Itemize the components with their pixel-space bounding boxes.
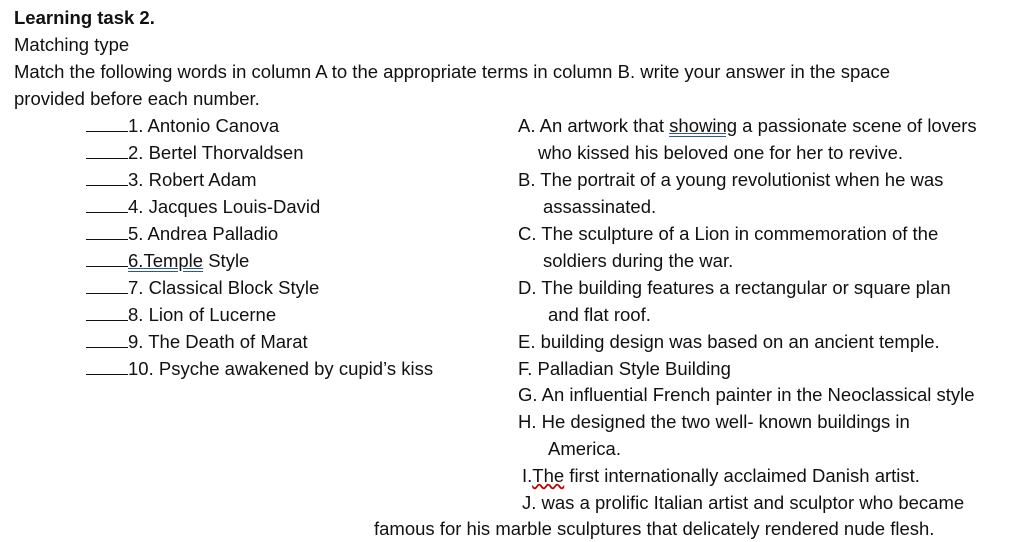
column-b-item-c-line-1: C. The sculpture of a Lion in commemoration of the bbox=[518, 223, 939, 244]
column-a-item-8 bbox=[86, 301, 276, 328]
item-text: Jacques Louis-David bbox=[143, 196, 321, 217]
task-subtitle: Matching type bbox=[14, 34, 130, 55]
column-b-item-b-line-2: assassinated. bbox=[543, 196, 657, 217]
column-b-item-a-line-2: who kissed his beloved one for her to revive. bbox=[538, 142, 904, 163]
item-text: Bertel Thorvaldsen bbox=[143, 142, 304, 163]
item-number: 3. bbox=[128, 169, 144, 190]
item-text: Robert Adam bbox=[143, 169, 257, 190]
column-b-item-e: E. building design was based on an ancient temple. bbox=[518, 331, 940, 352]
answer-blank[interactable] bbox=[86, 302, 128, 321]
item-number: 5. bbox=[128, 223, 144, 244]
item-text-marked: showing bbox=[669, 115, 738, 136]
answer-blank[interactable] bbox=[86, 167, 128, 186]
answer-blank[interactable] bbox=[86, 356, 128, 375]
column-b-item-d-line-1: D. The building features a rectangular or square plan bbox=[518, 277, 951, 298]
answer-blank[interactable] bbox=[86, 248, 128, 267]
column-a-item-10 bbox=[86, 355, 433, 382]
column-a-item-7 bbox=[86, 274, 319, 301]
column-b-item-f: F. Palladian Style Building bbox=[518, 358, 731, 379]
item-text: a passionate scene of lovers bbox=[737, 115, 977, 136]
column-a-item-3 bbox=[86, 166, 257, 193]
item-text: Andrea Palladio bbox=[143, 223, 279, 244]
item-text: Antonio Canova bbox=[143, 115, 280, 136]
item-text-marked: The bbox=[532, 465, 565, 486]
instructions-line-2: provided before each number. bbox=[14, 88, 260, 109]
column-b-item-i bbox=[522, 462, 920, 489]
item-text: I. bbox=[522, 465, 533, 486]
answer-blank[interactable] bbox=[86, 194, 128, 213]
column-b-item-j-line-1: J. was a prolific Italian artist and sculptor who became bbox=[522, 492, 965, 513]
column-b-item-g: G. An influential French painter in the Neoclassical style bbox=[518, 384, 975, 405]
item-text: Classical Block Style bbox=[143, 277, 320, 298]
column-b-item-j-line-2: famous for his marble sculptures that delicately rendered nude flesh. bbox=[374, 518, 935, 539]
column-b-item-c-line-2: soldiers during the war. bbox=[543, 250, 734, 271]
answer-blank[interactable] bbox=[86, 275, 128, 294]
answer-blank[interactable] bbox=[86, 140, 128, 159]
answer-blank[interactable] bbox=[86, 113, 128, 132]
item-text: A. An artwork that bbox=[518, 115, 670, 136]
column-b-item-a-line-1 bbox=[518, 112, 977, 139]
item-number: 9. bbox=[128, 331, 144, 352]
column-a-item-9 bbox=[86, 328, 308, 355]
item-number: 2. bbox=[128, 142, 144, 163]
item-number: 7. bbox=[128, 277, 144, 298]
column-b-item-b-line-1: B. The portrait of a young revolutionist when he was bbox=[518, 169, 944, 190]
answer-blank[interactable] bbox=[86, 221, 128, 240]
item-number: 6. bbox=[128, 250, 144, 271]
item-number: 10. bbox=[128, 358, 154, 379]
item-number: 8. bbox=[128, 304, 144, 325]
item-text: The Death of Marat bbox=[143, 331, 308, 352]
item-text: Lion of Lucerne bbox=[143, 304, 277, 325]
column-a-item-6 bbox=[86, 247, 249, 274]
item-text: Temple bbox=[143, 250, 204, 271]
item-number: 1. bbox=[128, 115, 144, 136]
task-title: Learning task 2. bbox=[14, 7, 155, 28]
column-b-item-h-line-2: America. bbox=[548, 438, 621, 459]
column-a-item-1 bbox=[86, 112, 279, 139]
column-b-item-d-line-2: and flat roof. bbox=[548, 304, 651, 325]
column-a-item-4 bbox=[86, 193, 320, 220]
item-text: first internationally acclaimed Danish artist. bbox=[564, 465, 920, 486]
column-a-item-2 bbox=[86, 139, 304, 166]
item-text: Psyche awakened by cupid’s kiss bbox=[153, 358, 434, 379]
answer-blank[interactable] bbox=[86, 329, 128, 348]
item-number: 4. bbox=[128, 196, 144, 217]
column-b-item-h-line-1: H. He designed the two well- known buildings in bbox=[518, 411, 910, 432]
instructions-line-1: Match the following words in column A to the appropriate terms in column B. write your answer in the space bbox=[14, 61, 891, 82]
column-a-item-5 bbox=[86, 220, 278, 247]
item-text-suffix: Style bbox=[203, 250, 250, 271]
